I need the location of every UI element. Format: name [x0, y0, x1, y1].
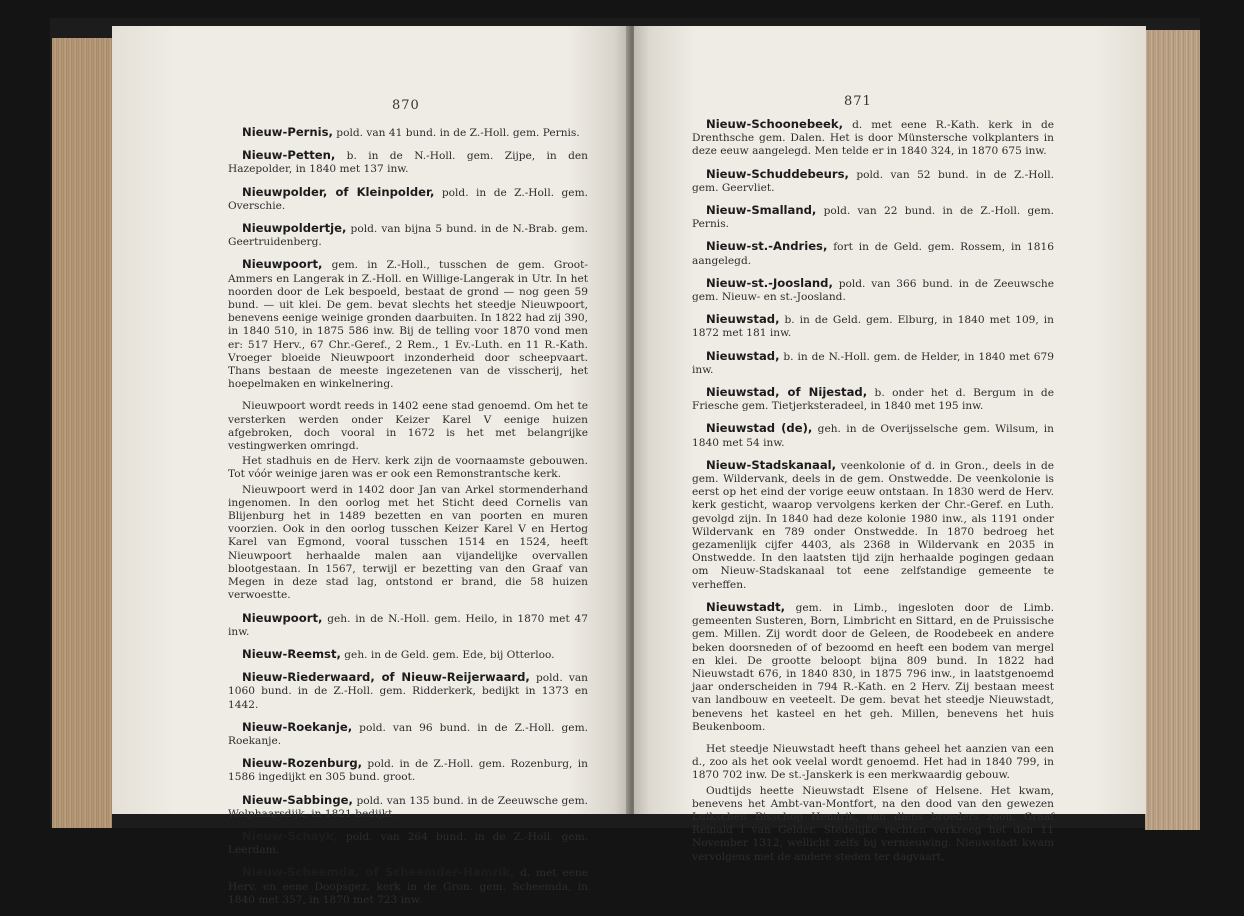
entry-headword: Nieuwstadt, — [706, 599, 786, 614]
dictionary-entry — [228, 648, 588, 662]
entry-text: gem. in Limb., ingesloten door de Limb. gemeenten Susteren, Born, Limbricht en Sittard, en de Pruissische gem. Millen. Zij wordt door de Geleen, de Roodebeek en andere beken doorsneden of of bezoomd en heeft een bodem van mergel en klei. De grootte beloopt bijna 809 bund. In 1822 had Nieuwstadt 676, in 1840 830, in 1875 796 inw., in laatstgenoemd jaar onderscheiden in 794 R.-Kath. en 2 Herv. Zij bestaan meest van landbouw en veeteelt. De gem. bevat het steedje Nieuwstadt, benevens het kasteel en het geh. Millen, benevens het huis Beukenboom. — [692, 601, 1054, 733]
dictionary-entry — [228, 222, 588, 249]
entry-text: Nieuwpoort werd in 1402 door Jan van Arkel stormenderhand ingenomen. In den oorlog met het Sticht deed Cornelis van Blijenburg het in 1489 bezetten en van poorten en muren voorzien. Ook in den oorlog tusschen Keizer Karel V en Hertog Karel van Egmond, vooral tusschen 1514 en 1524, heeft Nieuwpoort herhaalde malen aan vijandelijke overvallen blootgestaan. In 1567, terwijl er bezetting van den Graaf van Megen in deze stad lag, ontstond er brand, die 58 huizen verwoestte. — [228, 483, 588, 602]
entry-headword: Nieuw-Schoonebeek, — [706, 117, 843, 131]
dictionary-entry — [228, 258, 588, 391]
dictionary-entry — [692, 350, 1054, 377]
page-number: 871 — [844, 94, 872, 109]
dictionary-entry — [228, 794, 588, 821]
right-page — [634, 26, 1146, 863]
entry-headword: Nieuw-st.-Andries, — [706, 239, 828, 254]
dictionary-entry — [228, 400, 588, 453]
entry-text: b. in de N.-Holl. gem. Zijpe, in den Hazepolder, in 1840 met 137 inw. — [228, 150, 588, 176]
dictionary-entry — [692, 118, 1054, 159]
entry-headword: Nieuwpoort, — [242, 257, 323, 272]
entry-headword: Nieuw-Stadskanaal, — [706, 457, 837, 472]
page-block-edge-left — [52, 38, 112, 828]
entry-text: Het steedje Nieuwstadt heeft thans geheel het aanzien van een d., zoo als het ook veelal wordt genoemd. Het had in 1840 799, in 1870 702 inw. De st.-Janskerk is een merkwaardig gebouw. — [692, 742, 1054, 782]
dictionary-entry — [692, 422, 1054, 449]
entry-text: d. met eene Herv. en eene Doopsgez. kerk in de Gron. gem. Scheemda, in 1840 met 357, in 1870 met 723 inw. — [228, 867, 588, 906]
entry-headword: Nieuw-Roekanje, — [242, 719, 353, 734]
entry-headword: Nieuwpolder, of Kleinpolder, — [242, 184, 435, 199]
entry-text: b. in de N.-Holl. gem. de Helder, in 1840 met 679 inw. — [692, 350, 1054, 376]
dictionary-entry — [228, 830, 588, 857]
entry-headword: Nieuwpoldertje, — [242, 221, 347, 236]
entry-headword: Nieuw-Riederwaard, of Nieuw-Reijerwaard, — [242, 670, 530, 685]
entry-text: veenkolonie of d. in Gron., deels in de gem. Wildervank, deels in de gem. Onstwedde. De veenkolonie is eerst op het eind der vorige eeuw ontstaan. In 1830 werd de Herv. kerk gesticht, waarop vervolgens kerken der Chr.-Geref. en Luth. gevolgd zijn. In 1840 had deze kolonie 1980 inw., als 1191 onder Wildervank en 789 onder Onstwedde. In 1870 bedroeg het gezamenlijk cijfer 4403, als 2368 in Wildervank en 2035 in Onstwedde. In den laatsten tijd zijn herhaalde pogingen gedaan om Nieuw-Stadskanaal tot eene zelfstandige gemeente te verheffen. — [692, 459, 1054, 591]
entry-text: geh. in de Overijsselsche gem. Wilsum, in 1840 met 54 inw. — [692, 423, 1054, 449]
entry-text: Het stadhuis en de Herv. kerk zijn de voornaamste gebouwen. Tot vóór weinige jaren was er ook een Remonstrantsche kerk. — [228, 455, 588, 481]
entry-text: fort in de Geld. gem. Rossem, in 1816 aangelegd. — [692, 241, 1054, 267]
entry-text: pold. in de Z.-Holl. gem. Overschie. — [228, 186, 588, 212]
entry-headword: Nieuw-st.-Joosland, — [706, 275, 833, 290]
entry-headword: Nieuwpoort, — [242, 610, 323, 625]
dictionary-entry — [692, 168, 1054, 195]
entry-headword: Nieuw-Sabbinge, — [242, 792, 353, 807]
entry-text: b. onder het d. Bergum in de Friesche gem. Tietjerksteradeel, in 1840 met 195 inw. — [692, 387, 1054, 413]
dictionary-entry — [692, 601, 1054, 734]
left-page — [112, 26, 630, 906]
dictionary-entry — [692, 743, 1054, 783]
dictionary-entry — [228, 126, 588, 140]
entry-headword: Nieuwstad, — [706, 348, 780, 363]
entry-headword: Nieuw-Scheemda, of Scheemder-Hamrik, — [242, 865, 515, 880]
dictionary-entry — [228, 612, 588, 639]
dictionary-entry — [228, 186, 588, 213]
dictionary-entry — [692, 204, 1054, 231]
page-text — [692, 118, 1054, 866]
dictionary-entry — [228, 455, 588, 481]
dictionary-entry — [228, 757, 588, 784]
entry-headword: Nieuwstad, — [706, 312, 780, 327]
entry-text: pold. van bijna 5 bund. in de N.-Brab. gem. Geertruidenberg. — [228, 223, 588, 249]
entry-headword: Nieuw-Pernis, — [242, 125, 333, 139]
entry-headword: Nieuw-Smalland, — [706, 203, 817, 218]
entry-text: pold. van 135 bund. in de Zeeuwsche gem. Wolphaarsdijk, in 1821 bedijkt. — [228, 794, 588, 820]
entry-text: pold. in de Z.-Holl. gem. Rozenburg, in 1586 ingedijkt en 305 bund. groot. — [228, 758, 588, 784]
entry-text: pold. van 52 bund. in de Z.-Holl. gem. Geervliet. — [692, 168, 1054, 194]
entry-text: gem. in Z.-Holl., tusschen de gem. Groot-Ammers en Langerak in Z.-Holl. en Willige-Langerak in Utr. In het noorden door de Lek bespoeld, bestaat de grond — nog geen 59 bund. — uit klei. De gem. bevat slechts het steedje Nieuwpoort, benevens eenige weinige gronden daarbuiten. In 1822 had zij 390, in 1840 510, in 1875 586 inw. Bij de telling voor 1870 vond men er: 517 Herv., 67 Chr.-Geref., 2 Rem., 1 Ev.-Luth. en 11 R.-Kath. Vroeger bloeide Nieuwpoort inzonderheid door scheepvaart. Thans bestaan de meeste ingezetenen van de visscherij, het hoepelmaken en winkelnering. — [228, 259, 588, 391]
entry-text: pold. van 96 bund. in de Z.-Holl. gem. Roekanje. — [228, 721, 588, 747]
entry-text: pold. van 22 bund. in de Z.-Holl. gem. Pernis. — [692, 205, 1054, 231]
entry-text: b. in de Geld. gem. Elburg, in 1840 met 109, in 1872 met 181 inw. — [692, 314, 1054, 340]
entry-headword: Nieuw-Schayk, — [242, 828, 338, 843]
entry-headword: Nieuwstad (de), — [706, 421, 813, 436]
entry-headword: Nieuw-Schuddebeurs, — [706, 166, 849, 181]
entry-headword: Nieuwstad, of Nijestad, — [706, 385, 868, 400]
entry-headword: Nieuw-Reemst, — [242, 646, 341, 661]
entry-text: pold. van 41 bund. in de Z.-Holl. gem. Pernis. — [332, 127, 580, 139]
entry-headword: Nieuw-Petten, — [242, 148, 336, 163]
entry-headword: Nieuw-Rozenburg, — [242, 756, 363, 771]
page-block-edge-right — [1145, 30, 1200, 830]
entry-text: Nieuwpoort wordt reeds in 1402 eene stad genoemd. Om het te versterken werden onder Keizer Karel V eenige huizen afgebroken, doch vooral in 1672 is het met belangrijke vestingwerken omringd. — [228, 400, 588, 453]
page-number: 870 — [392, 98, 420, 113]
dictionary-entry — [228, 149, 588, 176]
dictionary-entry — [228, 484, 588, 603]
dictionary-entry — [692, 785, 1054, 864]
entry-text: pold. van 1060 bund. in de Z.-Holl. gem. Ridderkerk, bedijkt in 1373 en 1442. — [228, 672, 588, 711]
dictionary-entry — [692, 240, 1054, 267]
entry-text: d. met eene R.-Kath. kerk in de Drenthsche gem. Dalen. Het is door Münstersche volkplanters in deze eeuw aangelegd. Men telde er in 1840 324, in 1870 675 inw. — [692, 119, 1054, 158]
entry-text: geh. in de Geld. gem. Ede, bij Otterloo. — [340, 648, 555, 661]
dictionary-entry — [228, 671, 588, 712]
dictionary-entry — [692, 459, 1054, 592]
dictionary-entry — [692, 313, 1054, 340]
dictionary-entry — [692, 277, 1054, 304]
page-text — [228, 126, 588, 916]
entry-text: pold. van 264 bund. in de Z.-Holl. gem. Leerdam. — [228, 830, 588, 857]
dictionary-entry — [692, 386, 1054, 413]
dictionary-entry — [228, 866, 588, 907]
dictionary-entry — [228, 721, 588, 748]
entry-text: Oudtijds heette Nieuwstadt Elsene of Helsene. Het kwam, benevens het Ambt-van-Montfort, na den dood van den gewezen Luikschen Bisschop Hendrik, aan diens broeders zoon, Graaf Reinald I van Gelder. Stedelijke rechten verkreeg het den 11 November 1312, wellicht zelfs bij vernieuwing. Nieuwstadt kwam vervolgens met de andere steden ter dagvaart, — [692, 784, 1054, 863]
entry-text: geh. in de N.-Holl. gem. Heilo, in 1870 met 47 inw. — [228, 612, 588, 638]
entry-text: pold. van 366 bund. in de Zeeuwsche gem. Nieuw- en st.-Joosland. — [692, 277, 1054, 304]
